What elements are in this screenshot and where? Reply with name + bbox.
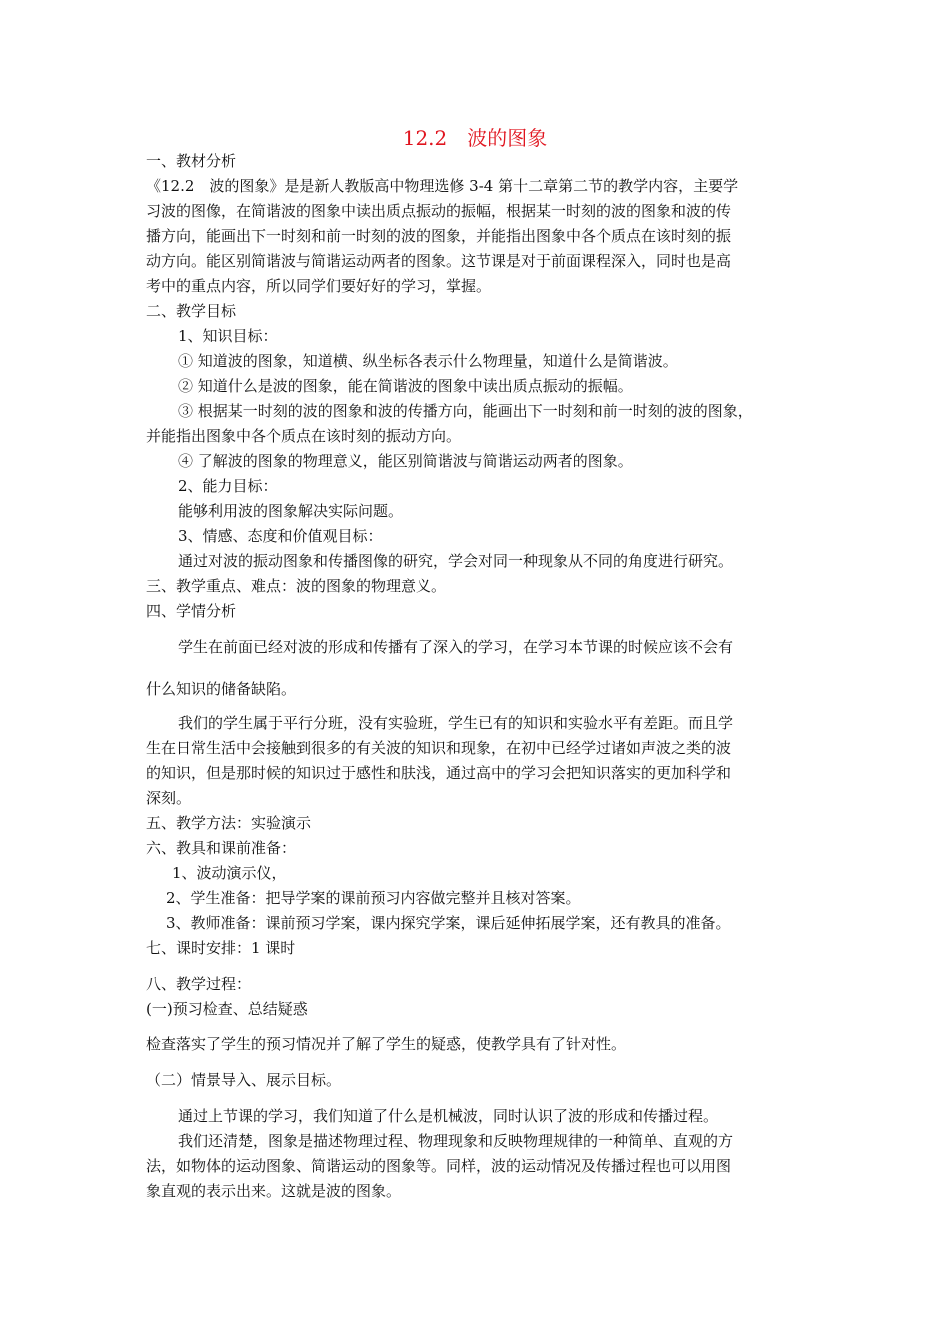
list-item-continuation: 并能指出图象中各个质点在该时刻的振动方向。 [146, 427, 462, 445]
list-item: ② 知道什么是波的图象，能在简谐波的图象中读出质点振动的振幅。 [178, 377, 633, 395]
paragraph-line: 我们的学生属于平行分班，没有实验班，学生已有的知识和实验水平有差距。而且学 [178, 714, 734, 732]
list-item: 3、教师准备：课前预习学案，课内探究学案，课后延伸拓展学案，还有教具的准备。 [166, 914, 731, 932]
paragraph-line: 法，如物体的运动图象、简谐运动的图象等。同样，波的运动情况及传播过程也可以用图 [146, 1157, 732, 1175]
section-heading-textbook-analysis: 一、教材分析 [146, 152, 237, 170]
paragraph-line: 象直观的表示出来。这就是波的图象。 [146, 1182, 402, 1200]
section-heading-key-points: 三、教学重点、难点：波的图象的物理意义。 [146, 577, 447, 595]
subheading-emotion-goals: 3、情感、态度和价值观目标： [178, 527, 383, 545]
list-item: 1、波动演示仪， [172, 864, 287, 882]
paragraph-line: 考中的重点内容，所以同学们要好好的学习，掌握。 [146, 277, 492, 295]
paragraph-line: 什么知识的储备缺陷。 [146, 680, 297, 698]
paragraph-line: 习波的图像，在简谐波的图象中读出质点振动的振幅，根据某一时刻的波的图象和波的传 [146, 202, 732, 220]
list-item: ③ 根据某一时刻的波的图象和波的传播方向，能画出下一时刻和前一时刻的波的图象， [178, 402, 753, 420]
paragraph-line: 学生在前面已经对波的形成和传播有了深入的学习，在学习本节课的时候应该不会有 [178, 638, 734, 656]
section-heading-teaching-aids: 六、教具和课前准备： [146, 839, 297, 857]
subheading-knowledge-goals: 1、知识目标： [178, 327, 278, 345]
list-item: 2、学生准备：把导学案的课前预习内容做完整并且核对答案。 [166, 889, 581, 907]
list-item: ④ 了解波的图象的物理意义，能区别简谐波与简谐运动两者的图象。 [178, 452, 633, 470]
paragraph-line: 我们还清楚，图象是描述物理过程、物理现象和反映物理规律的一种简单、直观的方 [178, 1132, 734, 1150]
subheading-preview-check: (一)预习检查、总结疑惑 [146, 1000, 308, 1018]
paragraph-line: 通过上节课的学习，我们知道了什么是机械波，同时认识了波的形成和传播过程。 [178, 1107, 719, 1125]
list-item: ① 知道波的图象，知道横、纵坐标各表示什么物理量，知道什么是简谐波。 [178, 352, 678, 370]
paragraph-line: 播方向，能画出下一时刻和前一时刻的波的图象，并能指出图象中各个质点在该时刻的振 [146, 227, 732, 245]
section-heading-teaching-method: 五、教学方法：实验演示 [146, 814, 312, 832]
section-heading-schedule: 七、课时安排：1 课时 [146, 939, 296, 957]
paragraph-line: 生在日常生活中会接触到很多的有关波的知识和现象，在初中已经学过诸如声波之类的波 [146, 739, 732, 757]
paragraph-line: 深刻。 [146, 789, 192, 807]
paragraph-line: 动方向。能区别简谐波与简谐运动两者的图象。这节课是对于前面课程深入，同时也是高 [146, 252, 732, 270]
paragraph-line: 的知识，但是那时候的知识过于感性和肤浅，通过高中的学习会把知识落实的更加科学和 [146, 764, 732, 782]
paragraph-line: 通过对波的振动图象和传播图像的研究，学会对同一种现象从不同的角度进行研究。 [178, 552, 734, 570]
section-heading-teaching-goals: 二、教学目标 [146, 302, 237, 320]
subheading-scenario-intro: （二）情景导入、展示目标。 [146, 1071, 342, 1089]
section-heading-student-analysis: 四、学情分析 [146, 602, 237, 620]
section-heading-teaching-process: 八、教学过程： [146, 975, 252, 993]
paragraph-line: 能够利用波的图象解决实际问题。 [178, 502, 404, 520]
subheading-ability-goals: 2、能力目标： [178, 477, 278, 495]
paragraph-line: 检查落实了学生的预习情况并了解了学生的疑惑，使教学具有了针对性。 [146, 1035, 627, 1053]
document-title: 12.2 波的图象 [402, 126, 548, 150]
paragraph-line: 《12.2 波的图象》是是新人教版高中物理选修 3-4 第十二章第二节的教学内容，主要学 [146, 177, 739, 195]
